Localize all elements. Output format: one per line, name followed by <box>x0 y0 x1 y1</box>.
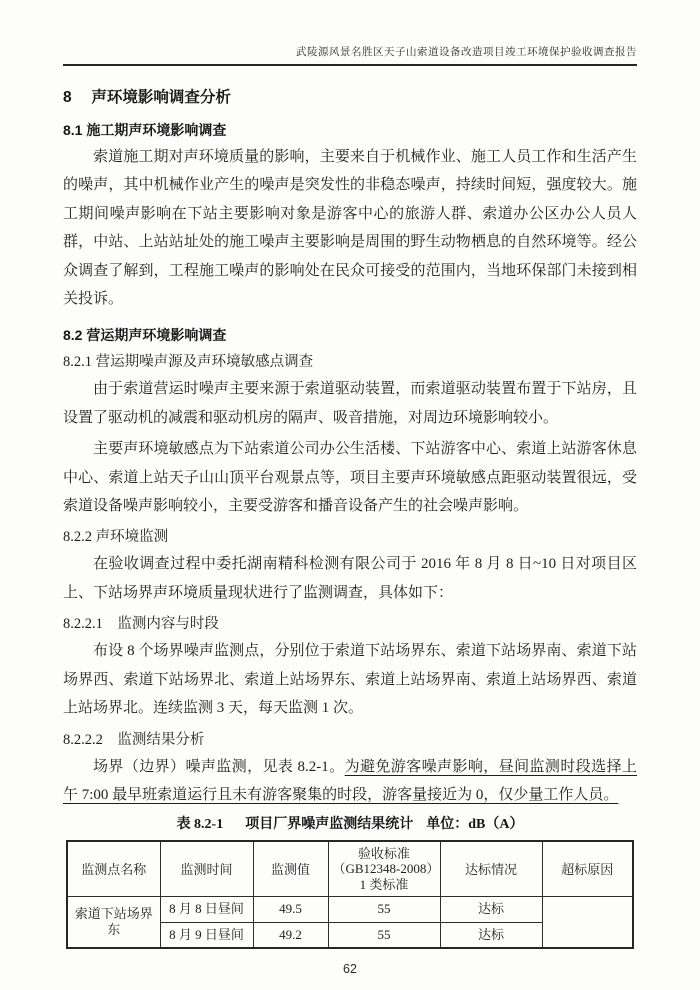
col-header-reason: 超标原因 <box>542 841 633 896</box>
col-header-value: 监测值 <box>253 841 328 896</box>
table-header-row <box>67 841 633 896</box>
heading-section-8-1: 8.1 施工期声环境影响调查 <box>63 122 227 138</box>
standard-value-cell: 55 <box>328 896 440 922</box>
paragraph-8-2-1-a: 由于索道营运时噪声主要来源于索道驱动装置，而索道驱动装置布置于下站房，且设置了驱动机的减震和驱动机房的隔声、吸音措施，对周边环境影响较小。 <box>63 381 637 426</box>
page-footer <box>63 962 637 976</box>
heading-section-8-2-2-1: 8.2.2.1 监测内容与时段 <box>63 616 219 633</box>
paragraph-8-2-2: 在验收调查过程中委托湖南精科检测有限公司于 2016 年 8 月 8 日~10 日对项目区上、下站场界声环境质量现状进行了监测调查，具体如下： <box>63 556 637 601</box>
table-caption-title: 项目厂界噪声监测结果统计 <box>245 817 414 833</box>
standard-value-cell: 55 <box>328 922 440 948</box>
col-header-time: 监测时间 <box>160 841 253 896</box>
heading-chapter-8: 8 声环境影响调查分析 <box>63 89 231 106</box>
table-row <box>67 896 633 922</box>
col-header-site: 监测点名称 <box>67 841 160 896</box>
monitor-time-cell: 8 月 8 日昼间 <box>160 896 253 922</box>
col-header-standard <box>328 841 440 896</box>
status-cell: 达标 <box>440 922 542 948</box>
running-header-title: 武陵源风景名胜区天子山索道设备改造项目竣工环境保护验收调查报告 <box>296 47 637 58</box>
heading-section-8-2-2: 8.2.2 声环境监测 <box>63 529 169 546</box>
paragraph-8-2-2-2 <box>63 753 637 810</box>
noise-monitoring-table <box>66 840 634 949</box>
exceed-reason-cell <box>542 896 633 948</box>
col-header-status: 达标情况 <box>440 841 542 896</box>
table-caption <box>63 815 637 835</box>
heading-section-8-2-2-2: 8.2.2.2 监测结果分析 <box>63 731 205 748</box>
monitor-time-cell: 8 月 9 日昼间 <box>160 922 253 948</box>
site-name-cell: 索道下站场界东 <box>67 896 160 948</box>
paragraph-8-1: 索道施工期对声环境质量的影响，主要来自于机械作业、施工人员工作和生活产生的噪声，其中机械作业产生的噪声是突发性的非稳态噪声，持续时间短，强度较大。施工期间噪声影响在下站主要影响对象是游客中心的旅游人群、索道办公区办公人员人群，中站、上站站址处的施工噪声主要影响是周围的野生动物栖息的自然环境等。经公众调查了解到，工程施工噪声的影响处在民众可接受的范围内，当地环保部门未接到相关投诉。 <box>63 149 637 308</box>
col-header-standard-line2: （GB12348-2008） <box>332 861 440 877</box>
col-header-standard-line1: 验收标准 <box>357 845 410 861</box>
table-caption-label: 表 8.2-1 <box>176 817 224 833</box>
running-header <box>63 46 637 66</box>
paragraph-8-2-2-2-lead: 场界（边界）噪声监测，见表 8.2-1。 <box>93 758 345 775</box>
paragraph-8-2-2-2-underlined-note: 为避免游客噪声影响，昼间监测时段选择上午 7:00 最早班索道运行且未有游客聚集的时段，游客量接近为 0，仅少量工作人员。 <box>63 758 637 803</box>
page-number: 62 <box>343 962 357 977</box>
paragraph-8-2-1-b: 主要声环境敏感点为下站索道公司办公生活楼、下站游客中心、索道上站游客休息中心、索道上站天子山山顶平台观景点等，项目主要声环境敏感点距驱动装置很远，受索道设备噪声影响较小，主要受游客和播音设备产生的社会噪声影响。 <box>63 441 637 515</box>
status-cell: 达标 <box>440 896 542 922</box>
col-header-standard-line3: 1 类标准 <box>359 876 409 892</box>
monitor-value-cell: 49.2 <box>253 922 328 948</box>
table-caption-unit: 单位：dB（A） <box>426 817 524 833</box>
heading-section-8-2: 8.2 营运期声环境影响调查 <box>63 327 227 344</box>
heading-section-8-2-1: 8.2.1 营运期噪声源及声环境敏感点调查 <box>63 354 314 371</box>
monitor-value-cell: 49.5 <box>253 896 328 922</box>
paragraph-8-2-2-1: 布设 8 个场界噪声监测点，分别位于索道下站场界东、索道下站场界南、索道下站场界西、索道下站场界北、索道上站场界东、索道上站场界南、索道上站场界西、索道上站场界北。连续监测 3 天，每天监测 1 次。 <box>63 643 637 717</box>
